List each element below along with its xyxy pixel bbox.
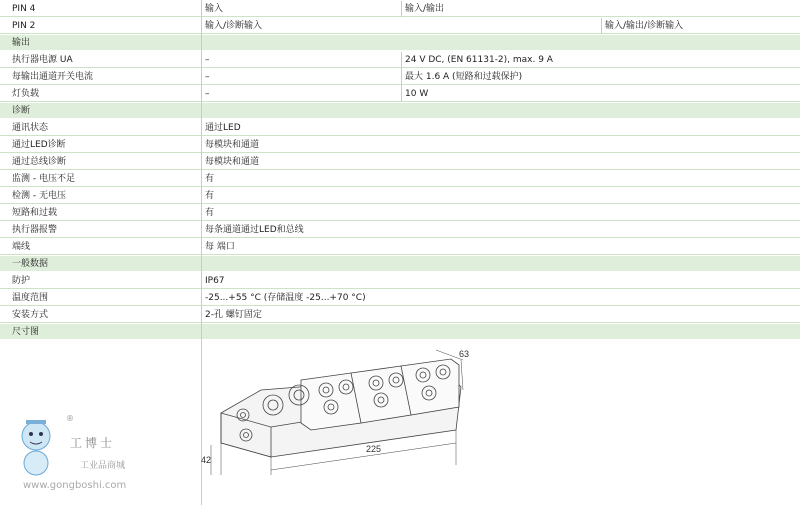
- table-row: [0, 86, 800, 102]
- row-label: 通过LED诊断: [12, 140, 66, 150]
- table-row: [0, 69, 800, 85]
- brand-name: 工博士: [70, 436, 116, 450]
- table-row: [0, 205, 800, 221]
- row-value: 每模块和通道: [205, 140, 260, 150]
- row-value: 每条通道通过LED和总线: [205, 225, 304, 235]
- row-value: [201, 35, 401, 51]
- row-value: [601, 86, 800, 102]
- row-value: [401, 222, 601, 238]
- brand-url: www.gongboshi.com: [23, 480, 127, 491]
- row-value: 通过LED: [205, 123, 241, 133]
- column-divider: [401, 52, 402, 102]
- dim-width-label: 225: [366, 444, 382, 454]
- dim-depth-label: 63: [459, 349, 470, 359]
- row-value: [601, 273, 800, 289]
- row-value: [601, 290, 800, 306]
- row-value: [601, 239, 800, 255]
- brand-subtitle: 工业品商城: [80, 461, 126, 471]
- row-label: 端线: [12, 242, 31, 252]
- row-value: [401, 273, 601, 289]
- row-value: [601, 188, 800, 204]
- row-label: 通讯状态: [12, 123, 49, 133]
- row-value: [401, 290, 601, 306]
- table-row: [0, 239, 800, 255]
- row-value: [401, 256, 601, 272]
- row-label: 通过总线诊断: [12, 157, 67, 167]
- row-value: [401, 171, 601, 187]
- row-value: 有: [205, 191, 215, 201]
- row-value: –: [205, 72, 210, 82]
- row-label: 执行器电源 UA: [12, 55, 73, 65]
- row-value: 2-孔 螺钉固定: [205, 310, 262, 320]
- row-value: [401, 103, 601, 119]
- row-value: –: [205, 89, 210, 99]
- table-row: [0, 188, 800, 204]
- table-row: [0, 52, 800, 68]
- row-value: [601, 137, 800, 153]
- row-label: PIN 4: [12, 4, 36, 14]
- row-value: 每 端口: [205, 242, 235, 252]
- row-value: [401, 188, 601, 204]
- row-value: 有: [205, 208, 215, 218]
- row-value: [601, 69, 800, 85]
- row-value: 输入/输出/诊断输入: [605, 21, 684, 31]
- table-row: [0, 222, 800, 238]
- row-value: [601, 171, 800, 187]
- table-row: [0, 1, 800, 17]
- row-value: [401, 239, 601, 255]
- row-value: 输入: [205, 4, 224, 14]
- row-value: 输入/诊断输入: [205, 21, 263, 31]
- row-value: [401, 205, 601, 221]
- row-value: 有: [205, 174, 215, 184]
- row-label: 温度范围: [12, 293, 49, 303]
- row-value: [601, 120, 800, 136]
- section-header-row: [0, 103, 800, 119]
- row-label: 监测 - 电压不足: [12, 174, 75, 184]
- row-value: [601, 154, 800, 170]
- row-label: 每输出通道开关电流: [12, 72, 94, 82]
- row-label: 安装方式: [12, 310, 49, 320]
- row-value: [401, 307, 601, 323]
- registered-mark: ®: [66, 414, 74, 423]
- row-value: [601, 205, 800, 221]
- row-value: [401, 18, 601, 34]
- row-label: 执行器报警: [12, 225, 58, 235]
- row-value: [601, 52, 800, 68]
- row-value: [601, 307, 800, 323]
- row-value: [601, 103, 800, 119]
- column-divider: [601, 18, 602, 34]
- section-header-row: [0, 256, 800, 272]
- table-row: [0, 273, 800, 289]
- section-header-row: [0, 35, 800, 51]
- row-value: 输入/输出: [405, 4, 445, 14]
- table-row: [0, 137, 800, 153]
- row-value: -25...+55 °C (存储温度 -25...+70 °C): [205, 293, 366, 303]
- module-outline-drawing: [201, 335, 800, 505]
- gongboshi-watermark: [8, 408, 198, 498]
- table-row: [0, 120, 800, 136]
- row-value: 10 W: [405, 89, 429, 99]
- row-label: 一般数据: [12, 259, 49, 269]
- column-divider: [401, 1, 402, 17]
- row-value: 24 V DC, (EN 61131-2), max. 9 A: [405, 55, 553, 65]
- table-row: [0, 154, 800, 170]
- row-value: [601, 222, 800, 238]
- dim-height-label: 42: [201, 455, 212, 465]
- row-label: 短路和过载: [12, 208, 58, 218]
- row-value: –: [205, 55, 210, 65]
- row-value: [401, 35, 601, 51]
- row-label: 诊断: [12, 106, 31, 116]
- row-value: [401, 120, 601, 136]
- row-value: 最大 1.6 A (短路和过载保护): [405, 72, 523, 82]
- row-value: [401, 137, 601, 153]
- table-row: [0, 290, 800, 306]
- table-row: [0, 18, 800, 34]
- row-value: [601, 35, 800, 51]
- row-value: [201, 103, 401, 119]
- row-value: IP67: [205, 276, 225, 286]
- row-value: [601, 1, 800, 17]
- row-label: 检测 - 无电压: [12, 191, 66, 201]
- row-label: 输出: [12, 38, 31, 48]
- row-value: 每模块和通道: [205, 157, 260, 167]
- row-value: [201, 256, 401, 272]
- row-label: 尺寸图: [12, 327, 40, 337]
- row-label: 防护: [12, 276, 31, 286]
- table-row: [0, 307, 800, 323]
- dimension-drawing: [201, 335, 800, 505]
- row-label: 灯负载: [12, 89, 40, 99]
- row-label: PIN 2: [12, 21, 36, 31]
- row-value: [601, 256, 800, 272]
- table-row: [0, 171, 800, 187]
- row-value: [401, 154, 601, 170]
